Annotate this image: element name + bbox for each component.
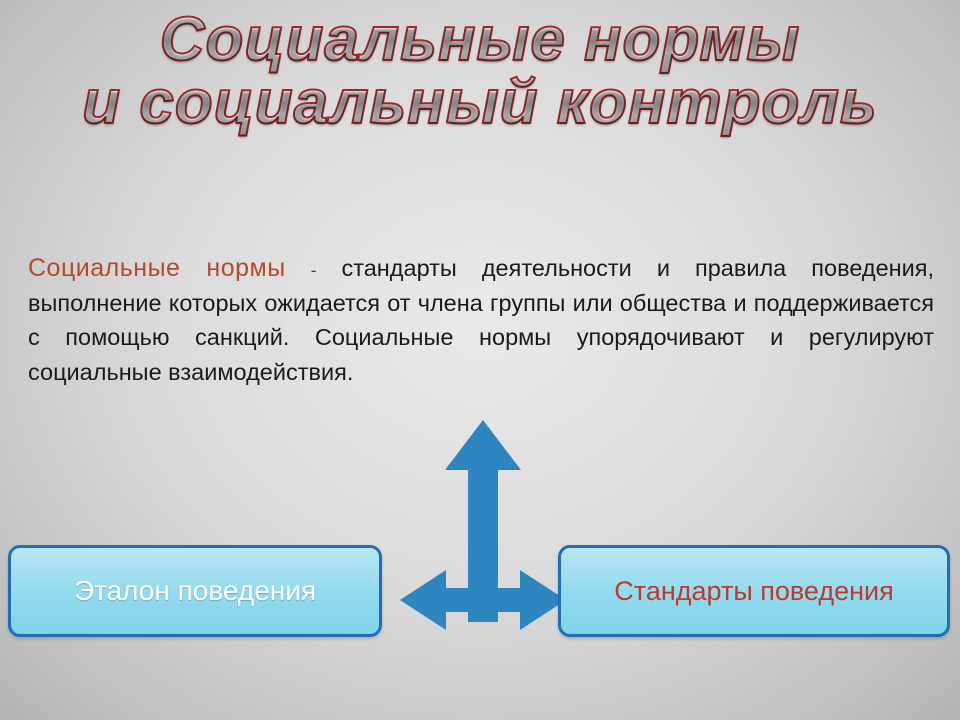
box-left-label: Эталон поведения (73, 575, 317, 606)
definition-term: Социальные нормы (28, 253, 286, 282)
definition-body: стандарты деятельности и правила поведения, выполнение которых ожидается от члена группы или общества и поддерживается с помощью санкций. Социальные нормы упорядочивают и регулируют социальные взаимодействия. (28, 254, 935, 385)
box-right-label: Стандарты поведения (614, 575, 894, 606)
definition-dash: - (310, 260, 317, 280)
page-title-line-1: Социальные нормы (0, 8, 960, 71)
tri-directional-arrow-icon (398, 418, 568, 648)
box-standards-of-behaviour[interactable] (558, 545, 950, 637)
definition-paragraph (28, 250, 934, 389)
box-standard-of-behaviour[interactable] (8, 545, 382, 637)
page-title-line-2: и социальный контроль (0, 71, 960, 134)
page-title (0, 5, 960, 138)
